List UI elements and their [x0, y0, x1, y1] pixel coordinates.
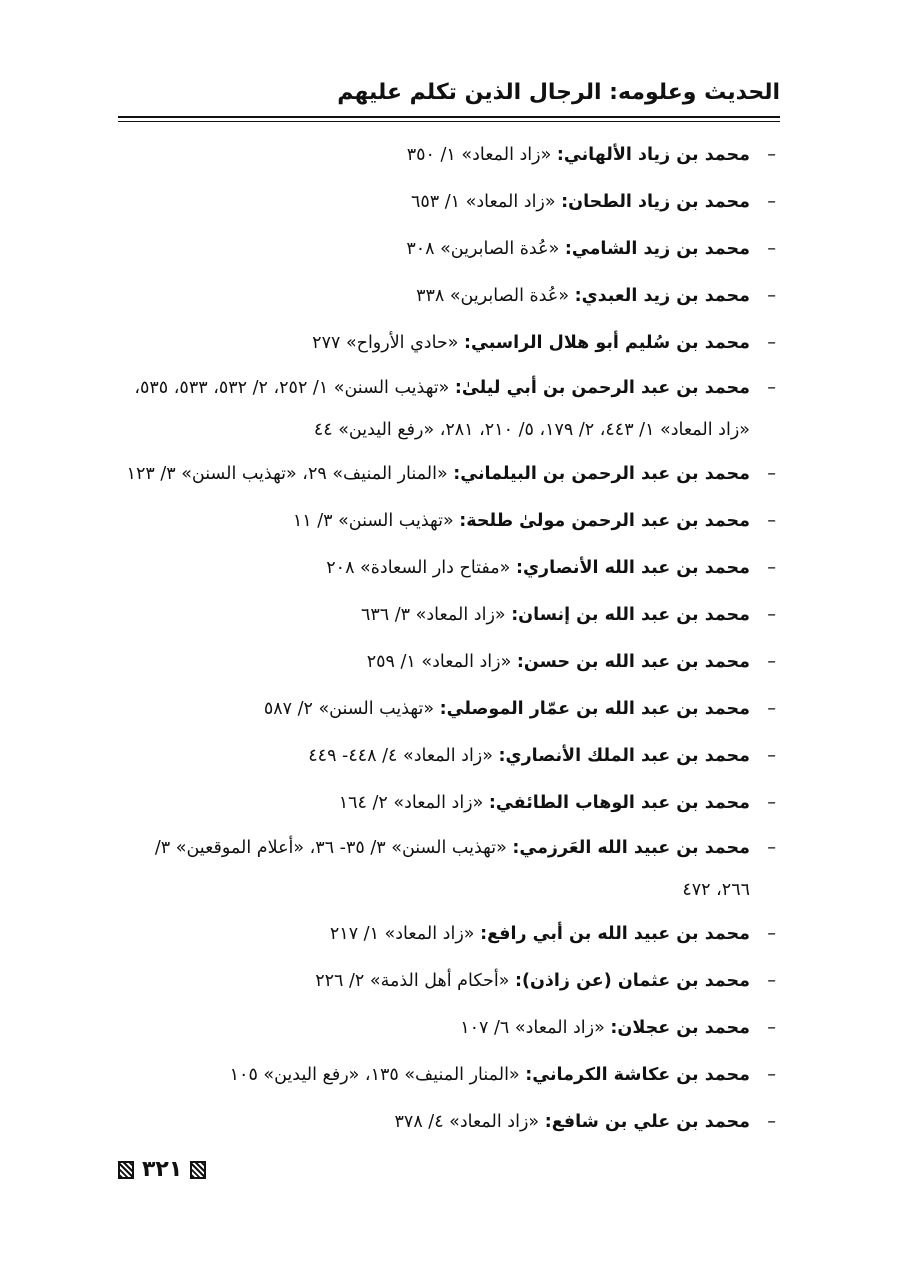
entry-name: محمد بن عجلان: — [610, 1018, 750, 1038]
entry-name: محمد بن عبيد الله العَرزمي: — [512, 838, 750, 858]
index-entry — [118, 226, 780, 273]
entry-name: محمد بن عبيد الله بن أبي رافع: — [480, 924, 750, 944]
index-entry — [118, 639, 780, 686]
entry-name: محمد بن عبد الرحمن بن البيلماني: — [453, 464, 750, 484]
entry-dash: – — [767, 286, 776, 306]
entry-name: محمد بن عبد الله الأنصاري: — [515, 558, 750, 578]
index-entry — [118, 451, 780, 498]
index-entry — [118, 780, 780, 827]
entry-reference: «المنار المنيف» ١٣٥، «رفع اليدين» ١٠٥ — [229, 1065, 520, 1085]
index-entry — [118, 958, 780, 1005]
index-entry-list — [118, 132, 780, 1146]
entry-dash: – — [767, 793, 776, 813]
entry-name: محمد بن زياد الألهاني: — [556, 145, 750, 165]
entry-reference: «زاد المعاد» ١/ ٢١٧ — [329, 924, 475, 944]
ornament-left-icon — [118, 1161, 134, 1179]
entry-dash: – — [767, 838, 776, 858]
entry-reference: «زاد المعاد» ٦/ ١٠٧ — [460, 1018, 605, 1038]
ornament-right-icon — [190, 1161, 206, 1179]
entry-reference: «المنار المنيف» ٢٩، «تهذيب السنن» ٣/ ١٢٣ — [126, 464, 448, 484]
entry-reference: «زاد المعاد» ١/ ٣٥٠ — [406, 145, 552, 165]
entry-dash: – — [767, 145, 776, 165]
entry-dash: – — [767, 333, 776, 353]
entry-name: محمد بن عبد الوهاب الطائفي: — [488, 793, 750, 813]
index-entry — [118, 320, 780, 367]
entry-name: محمد بن عكاشة الكرماني: — [525, 1065, 750, 1085]
index-entry — [118, 1005, 780, 1052]
entry-name: محمد بن زيد الشامي: — [564, 239, 750, 259]
entry-reference: «عُدة الصابرين» ٣٠٨ — [406, 239, 560, 259]
entry-dash: – — [767, 1112, 776, 1132]
entry-name: محمد بن علي بن شافع: — [544, 1112, 750, 1132]
index-entry — [118, 498, 780, 545]
entry-reference: «حادي الأرواح» ٢٧٧ — [312, 333, 459, 353]
entry-reference: «زاد المعاد» ١/ ٢٥٩ — [366, 652, 512, 672]
entry-dash: – — [767, 192, 776, 212]
index-entry — [118, 827, 780, 911]
entry-dash: – — [767, 605, 776, 625]
entry-dash: – — [767, 971, 776, 991]
entry-reference: «عُدة الصابرين» ٣٣٨ — [416, 286, 570, 306]
entry-dash: – — [767, 464, 776, 484]
entry-name: محمد بن عبد الله بن إنسان: — [511, 605, 750, 625]
index-entry — [118, 367, 780, 451]
entry-name: محمد بن عبد الله بن حسن: — [516, 652, 750, 672]
page-number-block — [118, 1157, 206, 1182]
entry-reference: «زاد المعاد» ٣/ ٦٣٦ — [361, 605, 506, 625]
index-entry — [118, 179, 780, 226]
entry-name: محمد بن عبد الله بن عمّار الموصلي: — [439, 699, 750, 719]
entry-name: محمد بن عبد الملك الأنصاري: — [498, 746, 750, 766]
entry-reference: «زاد المعاد» ٤/ ٤٤٨- ٤٤٩ — [308, 746, 493, 766]
entry-reference: «تهذيب السنن» ١/ ٢٥٢، ٢/ ٥٣٢، ٥٣٣، ٥٣٥، «زاد المعاد» ١/ ٤٤٣، ٢/ ١٧٩، ٥/ ٢١٠، ٢٨١، «رفع اليدين» ٤٤ — [134, 378, 750, 440]
index-entry — [118, 545, 780, 592]
entry-reference: «تهذيب السنن» ٣/ ٣٥- ٣٦، «أعلام الموقعين» ٣/ ٢٦٦، ٤٧٢ — [154, 838, 750, 900]
entry-dash: – — [767, 652, 776, 672]
index-entry — [118, 1099, 780, 1146]
entry-name: محمد بن عبد الرحمن بن أبي ليلىٰ: — [454, 378, 750, 398]
index-entry — [118, 592, 780, 639]
book-page — [118, 72, 780, 1212]
entry-name: محمد بن زياد الطحان: — [561, 192, 750, 212]
entry-reference: «زاد المعاد» ٢/ ١٦٤ — [338, 793, 484, 813]
index-entry — [118, 132, 780, 179]
entry-name: محمد بن عبد الرحمن مولىٰ طلحة: — [459, 511, 750, 531]
entry-dash: – — [767, 378, 776, 398]
index-entry — [118, 273, 780, 320]
entry-dash: – — [767, 924, 776, 944]
entry-reference: «تهذيب السنن» ٢/ ٥٨٧ — [263, 699, 435, 719]
entry-reference: «مفتاح دار السعادة» ٢٠٨ — [326, 558, 511, 578]
header-rule — [118, 116, 780, 122]
index-entry — [118, 911, 780, 958]
entry-name: محمد بن عثمان (عن زاذن): — [514, 971, 750, 991]
index-entry — [118, 686, 780, 733]
entry-name: محمد بن سُليم أبو هلال الراسبي: — [464, 333, 750, 353]
entry-dash: – — [767, 239, 776, 259]
entry-dash: – — [767, 746, 776, 766]
index-entry — [118, 733, 780, 780]
entry-dash: – — [767, 1065, 776, 1085]
entry-reference: «زاد المعاد» ١/ ٦٥٣ — [410, 192, 556, 212]
entry-name: محمد بن زيد العبدي: — [574, 286, 750, 306]
entry-reference: «زاد المعاد» ٤/ ٣٧٨ — [394, 1112, 540, 1132]
running-header: الحديث وعلومه: الرجال الذين تكلم عليهم — [337, 80, 780, 105]
entry-dash: – — [767, 699, 776, 719]
entry-reference: «تهذيب السنن» ٣/ ١١ — [292, 511, 454, 531]
entry-dash: – — [767, 558, 776, 578]
entry-dash: – — [767, 1018, 776, 1038]
entry-reference: «أحكام أهل الذمة» ٢/ ٢٢٦ — [315, 971, 510, 991]
page-number: ٣٢١ — [142, 1157, 183, 1182]
index-entry — [118, 1052, 780, 1099]
entry-dash: – — [767, 511, 776, 531]
